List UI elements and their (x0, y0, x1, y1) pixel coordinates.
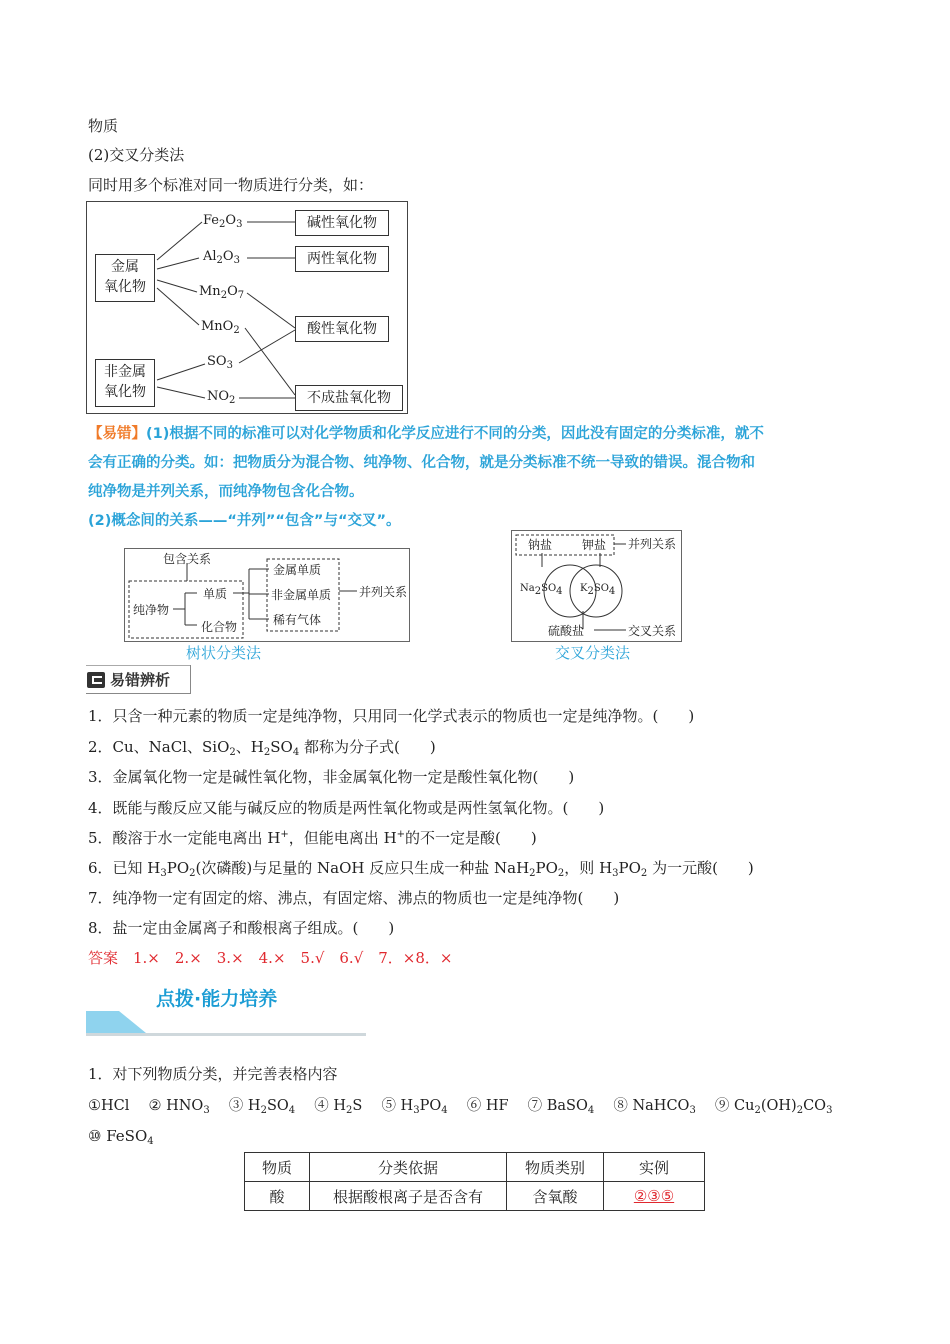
parallel-label: 并列关系 (628, 537, 677, 551)
k2so4-label: $K_2SO_4$ (580, 583, 616, 597)
q6-part: ，则 H (564, 859, 613, 877)
question-2-text: 都称为分子式( ) (303, 738, 436, 756)
contain-label: 包含关系 (163, 552, 212, 566)
box-label: 氧化物 (104, 384, 146, 400)
cross-label: 交叉关系 (628, 624, 677, 638)
oxide-so3: $SO_3$ (207, 354, 233, 371)
cross-classification-diagram (86, 201, 408, 414)
non-salt-forming-oxide-box: 不成盐氧化物 (295, 385, 403, 411)
note-text: (1)根据不同的标准可以对化学物质和化学反应进行不同的分类，因此没有固定的分类标准，就不 (146, 426, 764, 442)
question-1: 1．只含一种元素的物质一定是纯净物，只用同一化学式表示的物质也一定是纯净物。( ) (88, 707, 695, 725)
venn-classification-diagram (511, 530, 682, 642)
acidic-oxide-box: 酸性氧化物 (295, 316, 389, 342)
table-cell-answer: ②③⑤ (604, 1182, 705, 1211)
exercise-items: ①HCl ② $HNO_3$ ③ $H_2SO_4$ ④ $H_2S$ ⑤ $H_3PO_4$ ⑥ HF ⑦ BaSO$_4$ ⑧ NaHCO$_3$ ⑨ $Cu_2(OH)_2CO_3$ (88, 1098, 833, 1116)
nonmetal-element-label: 非金属单质 (271, 588, 332, 602)
table-header: 物质 (245, 1153, 310, 1182)
section2-title: 点拨·能力培养 (156, 988, 278, 1010)
table-header: 物质类别 (507, 1153, 604, 1182)
oxide-no2: $NO_2$ (207, 389, 236, 406)
question-7: 7．纯净物一定有固定的熔、沸点，有固定熔、沸点的物质也一定是纯净物( ) (88, 889, 620, 907)
nonmetal-oxide-box (95, 359, 155, 407)
q6-part: (次磷酸)与足量的 NaOH 反应只生成一种盐 NaH (195, 859, 530, 877)
table-header: 实例 (604, 1153, 705, 1182)
compound-label: 化合物 (201, 620, 238, 634)
element-label: 单质 (203, 587, 228, 601)
exercise-items-cont: ⑩ FeSO$_4$ (88, 1127, 154, 1147)
amphoteric-oxide-box: 两性氧化物 (295, 246, 389, 272)
q5-part: 的不一定是酸( ) (405, 829, 537, 847)
table-cell: 酸 (245, 1182, 310, 1211)
note-line: 会有正确的分类。如：把物质分为混合物、纯净物、化合物，就是分类标准不统一导致的错误。混合物和 (88, 455, 755, 471)
section2-underline (86, 1033, 366, 1036)
question-5: 5．酸溶于水一定能电离出 H+，但能电离出 H+的不一定是酸( ) (88, 829, 537, 847)
question-4: 4．既能与酸反应又能与碱反应的物质是两性氧化物或是两性氢氧化物。( ) (88, 799, 605, 817)
note-tag: 【易错】 (88, 426, 146, 442)
q5-part: ，但能电离出 H (288, 829, 397, 847)
oxide-al2o3: $Al_2O_3$ (203, 249, 240, 266)
pure-substance-label: 纯净物 (133, 603, 170, 617)
box-label: 金属 (111, 259, 139, 275)
note-line (88, 424, 764, 444)
section-header (86, 665, 191, 694)
text-line: 物质 (88, 117, 119, 135)
question-2: 2．Cu、NaCl、SiO$_2$、$H_2SO_4$ 都称为分子式( ) (88, 738, 436, 758)
table-cell: 根据酸根离子是否含有 (310, 1182, 507, 1211)
basic-oxide-box: 碱性氧化物 (295, 210, 389, 236)
exercise-question: 1．对下列物质分类，并完善表格内容 (88, 1065, 338, 1083)
q6-part: 为一元酸( ) (652, 859, 754, 877)
table-cell: 含氧酸 (507, 1182, 604, 1211)
oxide-fe2o3: $Fe_2O_3$ (203, 213, 243, 230)
sulfate-label: 硫酸盐 (548, 624, 585, 638)
parallel-label: 并列关系 (359, 585, 408, 599)
classification-table (244, 1152, 705, 1211)
section-title: 易错辨析 (110, 671, 171, 689)
potassium-salt-label: 钾盐 (582, 538, 607, 552)
subheading: (2)交叉分类法 (88, 146, 185, 164)
oxide-mn2o7: $Mn_2O_7$ (199, 284, 245, 301)
q5-part: 5．酸溶于水一定能电离出 H (88, 829, 281, 847)
answers: 答案 1.× 2.× 3.× 4.× 5.√ 6.√ 7．×8．× (88, 949, 453, 967)
note-line: 纯净物是并列关系，而纯净物包含化合物。 (88, 484, 364, 500)
table-header: 分类依据 (310, 1153, 507, 1182)
na2so4-label: $Na_2SO_4$ (520, 583, 563, 597)
note-line: (2)概念间的关系——“并列”“包含”与“交叉”。 (88, 513, 401, 529)
box-label: 非金属 (104, 364, 146, 380)
sodium-salt-label: 钠盐 (528, 538, 553, 552)
box-label: 氧化物 (104, 279, 146, 295)
tree-caption: 树状分类法 (186, 644, 262, 662)
section2-decoration (86, 1011, 146, 1033)
question-3: 3．金属氧化物一定是碱性氧化物，非金属氧化物一定是酸性氧化物( ) (88, 768, 575, 786)
section-icon (87, 672, 105, 688)
oxide-mno2: MnO$_2$ (201, 319, 240, 336)
noble-gas-label: 稀有气体 (273, 613, 322, 627)
tree-classification-diagram (124, 548, 410, 642)
text-line: 同时用多个标准对同一物质进行分类，如： (88, 176, 374, 194)
question-6: 6．已知 $H_3PO_2$(次磷酸)与足量的 NaOH 反应只生成一种盐 $NaH_2PO_2$，则 $H_3PO_2$ 为一元酸( ) (88, 859, 754, 879)
table-header-row (245, 1153, 705, 1182)
q6-part: 6．已知 H (88, 859, 161, 877)
metal-element-label: 金属单质 (273, 563, 322, 577)
table-row (245, 1182, 705, 1211)
metal-oxide-box (95, 254, 155, 302)
venn-caption: 交叉分类法 (555, 644, 631, 662)
question-8: 8．盐一定由金属离子和酸根离子组成。( ) (88, 919, 395, 937)
